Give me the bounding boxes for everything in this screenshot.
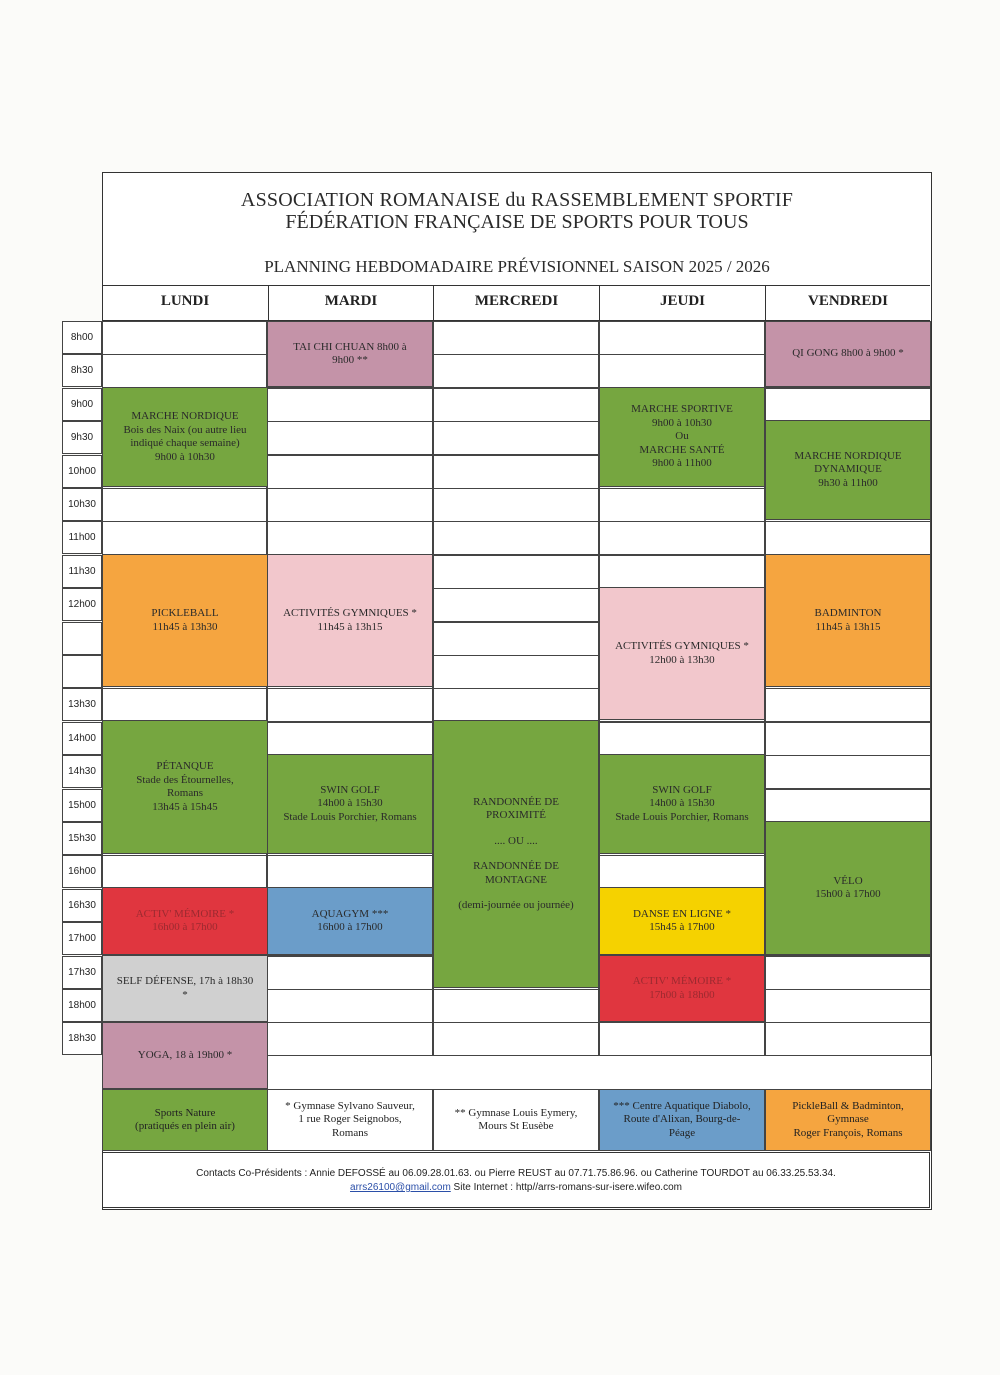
time-label: 10h30 — [62, 488, 102, 521]
empty-slot — [765, 521, 931, 555]
activity-title: YOGA, 18 à 19h00 * — [137, 1048, 233, 1061]
day-mercredi: MERCREDI — [433, 286, 599, 320]
time-label — [62, 622, 102, 655]
activity-place: Stade Louis Porchier, Romans — [615, 810, 749, 823]
day-lundi: LUNDI — [160, 293, 210, 309]
activity-title: SELF DÉFENSE, 17h à 18h30 — [116, 975, 254, 987]
activity-time: 13h45 à 15h45 — [152, 800, 218, 813]
activity-time: 9h00 à 10h30 — [652, 416, 712, 429]
empty-slot — [433, 488, 599, 522]
activity-title: MARCHE NORDIQUE — [131, 410, 239, 422]
activity-yoga — [102, 1022, 268, 1089]
time-label: 13h30 — [62, 688, 102, 721]
time-label: 15h00 — [62, 789, 102, 822]
empty-slot — [765, 956, 931, 990]
empty-slot — [267, 989, 433, 1023]
activity-time: 14h00 à 15h30 — [649, 797, 715, 810]
empty-slot — [102, 688, 267, 722]
time-label: 8h30 — [62, 354, 102, 387]
activity-title: SWIN GOLF — [652, 783, 712, 796]
activity-danse — [599, 887, 765, 955]
activity-title: MARCHE SPORTIVE — [631, 403, 733, 416]
activity-memoire-lundi — [102, 887, 268, 955]
empty-slot — [102, 354, 267, 388]
empty-slot — [267, 722, 433, 756]
time-label: 9h30 — [62, 421, 102, 454]
empty-slot — [267, 688, 433, 722]
legend-line: Péage — [668, 1126, 696, 1139]
activity-place: Bois des Naix (ou autre lieu — [123, 423, 247, 436]
legend-line: Romans — [331, 1126, 369, 1139]
activity-place: Stade Louis Porchier, Romans — [283, 810, 417, 823]
time-label: 11h30 — [62, 555, 102, 588]
empty-slot — [433, 388, 599, 422]
empty-slot — [267, 455, 433, 489]
empty-slot — [433, 1022, 599, 1056]
empty-slot — [267, 855, 433, 889]
activity-title: BADMINTON — [814, 607, 882, 619]
days-header — [102, 285, 930, 321]
legend-line: *** Centre Aquatique Diabolo, — [613, 1099, 751, 1112]
activity-marche-sportive — [599, 387, 765, 487]
empty-slot — [433, 421, 599, 455]
activity-marche-dynamique — [765, 420, 931, 520]
activity-place: Romans — [166, 787, 204, 799]
activity-time: 12h00 à 13h30 — [649, 653, 715, 666]
activity-title: DYNAMIQUE — [814, 463, 882, 476]
contacts-line: Contacts Co-Présidents : Annie DEFOSSÉ au 06.09.28.01.63. ou Pierre REUST au 07.71.75.86.96. ou Catherine TOURDOT au 06.33.25.53.34. — [196, 1168, 836, 1179]
time-label: 14h30 — [62, 755, 102, 788]
legend-line: Roger François, Romans — [793, 1126, 903, 1139]
activity-title: PROXIMITÉ — [486, 809, 546, 821]
activity-taichi — [267, 321, 433, 387]
empty-slot — [267, 388, 433, 422]
empty-slot — [433, 588, 599, 622]
activity-self-defense — [102, 955, 268, 1022]
time-label — [62, 655, 102, 688]
day-vendredi: VENDREDI — [765, 286, 930, 320]
time-label: 16h00 — [62, 855, 102, 888]
activity-time: 16h00 à 17h00 — [317, 921, 383, 933]
activity-title: MARCHE SANTÉ — [639, 443, 725, 456]
activity-time: 16h00 à 17h00 — [152, 921, 218, 933]
activity-title: ACTIVITÉS GYMNIQUES * — [615, 640, 749, 652]
activity-note: * — [182, 988, 188, 1001]
activity-time: 14h00 à 15h30 — [317, 797, 383, 810]
time-label: 15h30 — [62, 822, 102, 855]
time-label: 17h00 — [62, 922, 102, 955]
activity-time: 9h30 à 11h00 — [818, 476, 878, 489]
empty-slot — [102, 321, 267, 355]
legend-line: Gymnase — [827, 1113, 869, 1126]
activity-title: PICKLEBALL — [151, 607, 219, 619]
website-text: Site Internet : http//arrs-romans-sur-isere.wifeo.com — [450, 1182, 682, 1193]
activity-title: TAI CHI CHUAN 8h00 à — [293, 340, 407, 353]
activity-title: MONTAGNE — [484, 873, 548, 886]
legend-gymnase-eymery — [433, 1089, 599, 1151]
legend-line: Route d'Alixan, Bourg-de- — [623, 1113, 741, 1126]
time-label: 10h00 — [62, 455, 102, 488]
empty-slot — [599, 555, 765, 589]
activity-time: 15h45 à 17h00 — [649, 921, 715, 933]
time-label: 16h30 — [62, 889, 102, 922]
empty-slot — [599, 855, 765, 889]
time-label: 11h00 — [62, 521, 102, 554]
planning-title: PLANNING HEBDOMADAIRE PRÉVISIONNEL SAISON 2025 / 2026 — [264, 257, 770, 276]
activity-title: DANSE EN LIGNE * — [632, 907, 732, 920]
activity-title: ACTIV' MÉMOIRE * — [632, 975, 732, 987]
time-label: 12h00 — [62, 588, 102, 621]
empty-slot — [267, 521, 433, 555]
legend-line: * Gymnase Sylvano Sauveur, — [285, 1099, 415, 1112]
activity-title: PÉTANQUE — [156, 760, 214, 772]
empty-slot — [102, 488, 267, 522]
empty-slot — [267, 1022, 433, 1056]
activity-time: 17h00 à 18h00 — [649, 988, 715, 1001]
activity-place: Stade des Étournelles, — [136, 773, 234, 786]
empty-slot — [433, 354, 599, 388]
empty-slot — [433, 989, 599, 1023]
empty-slot — [765, 789, 931, 823]
activity-title: RANDONNÉE DE — [473, 860, 559, 872]
legend-line: ** Gymnase Louis Eymery, — [454, 1106, 578, 1119]
empty-slot — [599, 488, 765, 522]
activity-swingolf-jeudi — [599, 754, 765, 854]
legend-pickleball-badminton — [765, 1089, 931, 1151]
empty-slot — [765, 1022, 931, 1056]
empty-slot — [599, 1022, 765, 1056]
association-title: ASSOCIATION ROMANAISE du RASSEMBLEMENT SPORTIF — [240, 189, 794, 211]
time-label: 9h00 — [62, 388, 102, 421]
federation-title: FÉDÉRATION FRANÇAISE DE SPORTS POUR TOUS — [285, 211, 749, 233]
legend-line: (pratiqués en plein air) — [135, 1120, 235, 1132]
activity-gym-mardi — [267, 554, 433, 687]
legend-gymnase-sauveur — [267, 1089, 433, 1151]
empty-slot — [765, 989, 931, 1023]
day-jeudi: JEUDI — [599, 286, 765, 320]
activity-time: 9h00 à 11h00 — [652, 457, 712, 470]
activity-place: indiqué chaque semaine) — [130, 437, 240, 449]
contacts-box — [102, 1152, 930, 1208]
activity-title: AQUAGYM *** — [311, 907, 389, 920]
empty-slot — [102, 855, 267, 889]
empty-slot — [765, 688, 931, 722]
legend-line: Mours St Eusèbe — [478, 1120, 554, 1132]
activity-title: VÉLO — [833, 874, 863, 887]
time-label: 8h00 — [62, 321, 102, 354]
activity-marche-nordique — [102, 387, 268, 487]
activity-or: .... OU .... — [494, 834, 538, 847]
empty-slot — [599, 354, 765, 388]
activity-time: 9h00 à 10h30 — [155, 450, 215, 463]
activity-title: SWIN GOLF — [320, 783, 380, 796]
time-label: 18h30 — [62, 1022, 102, 1055]
empty-slot — [765, 755, 931, 789]
empty-slot — [599, 722, 765, 756]
activity-swingolf-mardi — [267, 754, 433, 854]
activity-time: 11h45 à 13h15 — [815, 620, 881, 633]
empty-slot — [433, 321, 599, 355]
empty-slot — [433, 455, 599, 489]
activity-randonnee — [433, 720, 599, 988]
activity-velo — [765, 821, 931, 955]
activity-badminton — [765, 554, 931, 687]
empty-slot — [433, 555, 599, 589]
time-label: 14h00 — [62, 722, 102, 755]
legend-line: Sports Nature — [154, 1106, 216, 1119]
activity-or: Ou — [675, 430, 689, 443]
activity-title: ACTIV' MÉMOIRE * — [135, 907, 235, 920]
empty-slot — [599, 321, 765, 355]
legend-line: PickleBall & Badminton, — [792, 1099, 904, 1112]
activity-title: RANDONNÉE DE — [473, 795, 559, 808]
activity-time: 15h00 à 17h00 — [815, 888, 881, 900]
activity-time: 11h45 à 13h30 — [152, 620, 218, 633]
activity-pickleball — [102, 554, 268, 687]
empty-slot — [433, 655, 599, 689]
time-label: 17h30 — [62, 956, 102, 989]
activity-title: ACTIVITÉS GYMNIQUES * — [283, 607, 417, 619]
empty-slot — [765, 388, 931, 422]
activity-title: MARCHE NORDIQUE — [794, 449, 902, 462]
empty-slot — [267, 488, 433, 522]
day-mardi: MARDI — [268, 286, 433, 320]
activity-duration: (demi-journée ou journée) — [458, 899, 574, 911]
legend-sports-nature — [102, 1089, 268, 1151]
legend-line: 1 rue Roger Seignobos, — [298, 1113, 402, 1126]
empty-slot — [267, 421, 433, 455]
empty-slot — [433, 521, 599, 555]
time-label: 18h00 — [62, 989, 102, 1022]
empty-slot — [433, 688, 599, 722]
empty-slot — [267, 956, 433, 990]
activity-time: 9h00 ** — [332, 354, 368, 366]
activity-gym-jeudi — [599, 587, 765, 720]
activity-memoire-jeudi — [599, 955, 765, 1022]
activity-petanque — [102, 720, 268, 854]
empty-slot — [599, 521, 765, 555]
activity-title: QI GONG 8h00 à 9h00 * — [792, 347, 904, 360]
empty-slot — [765, 722, 931, 756]
activity-aquagym — [267, 887, 433, 955]
empty-slot — [102, 521, 267, 555]
activity-qigong — [765, 321, 931, 387]
legend-centre-aquatique — [599, 1089, 765, 1151]
empty-slot — [433, 622, 599, 656]
activity-time: 11h45 à 13h15 — [317, 620, 383, 633]
contacts-web-line — [103, 1181, 929, 1195]
email-link[interactable]: arrs26100@gmail.com — [350, 1182, 451, 1193]
